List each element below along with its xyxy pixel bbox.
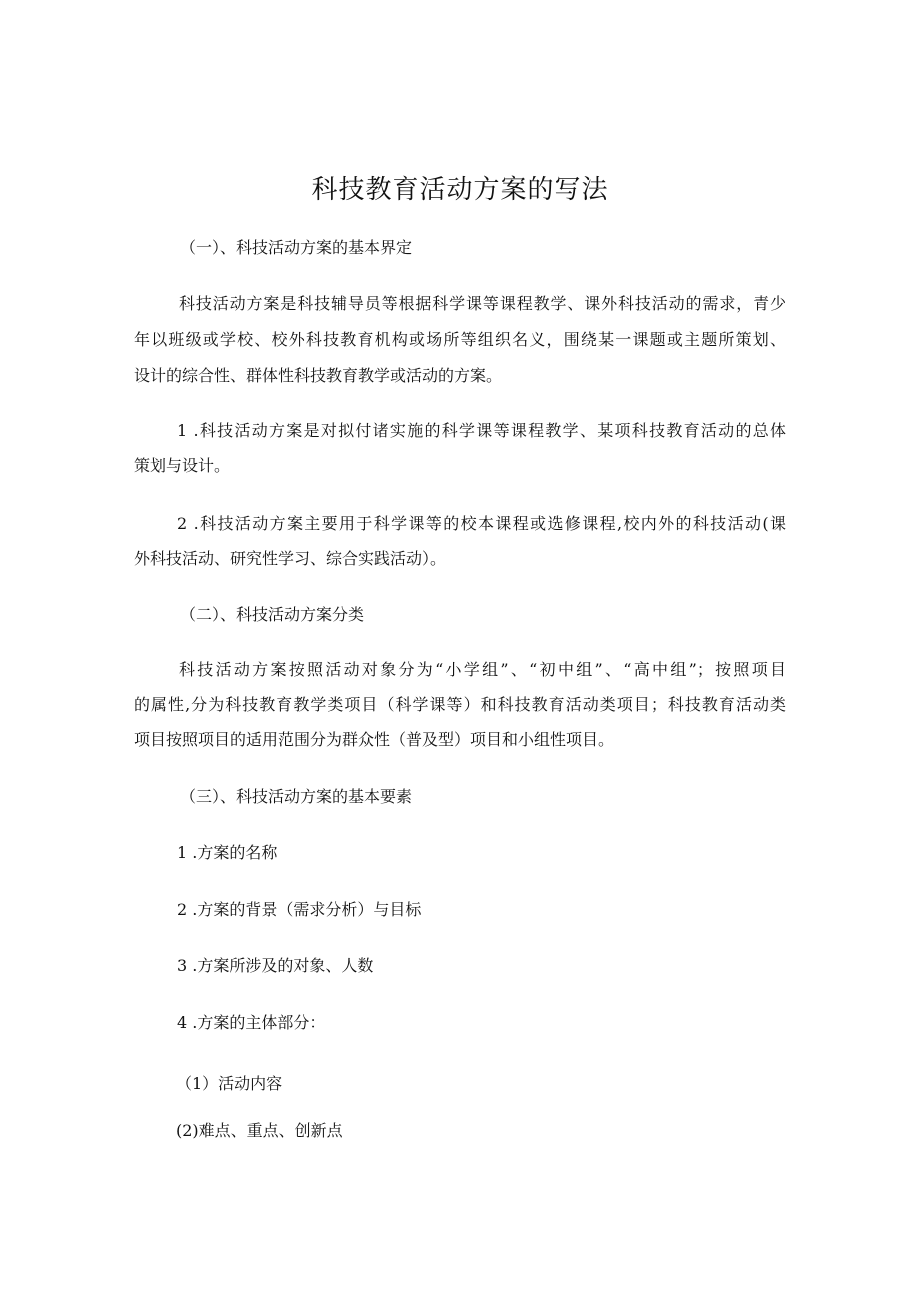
section1-paragraph-line: 科技活动方案是科技辅导员等根据科学课等课程教学、课外科技活动的需求，青少 (179, 294, 786, 313)
section3-item: 2 .方案的背景（需求分析）与目标 (177, 900, 422, 919)
section1-paragraph-line: 设计的综合性、群体性科技教育教学或活动的方案。 (134, 366, 503, 385)
section2-paragraph-line: 科技活动方案按照活动对象分为“小学组”、“初中组”、“高中组”；按照项目 (179, 660, 786, 679)
section2-heading: （二）、科技活动方案分类 (180, 605, 365, 624)
section1-item2-line: 外科技活动、研究性学习、综合实践活动）。 (134, 549, 447, 568)
section1-paragraph-line: 年以班级或学校、校外科技教育机构或场所等组织名义，围绕某一课题或主题所策划、 (134, 330, 786, 349)
section3-item: 4 .方案的主体部分： (177, 1013, 326, 1032)
section3-item: 3 .方案所涉及的对象、人数 (177, 956, 374, 975)
section1-item2-line: 2 .科技活动方案主要用于科学课等的校本课程或选修课程,校内外的科技活动(课 (177, 514, 786, 533)
section3-subitem: （1）活动内容 (176, 1074, 283, 1093)
section1-heading: （一）、科技活动方案的基本界定 (180, 238, 413, 257)
document-title: 科技教育活动方案的写法 (311, 175, 609, 205)
section2-paragraph-line: 的属性,分为科技教育教学类项目（科学课等）和科技教育活动类项目；科技教育活动类 (134, 695, 786, 714)
section3-heading: （三）、科技活动方案的基本要素 (180, 787, 413, 806)
section3-item: 1 .方案的名称 (177, 843, 278, 862)
section3-subitem: (2)难点、重点、创新点 (176, 1121, 343, 1140)
section1-item1-line: 1 .科技活动方案是对拟付诸实施的科学课等课程教学、某项科技教育活动的总体 (177, 421, 786, 440)
section2-paragraph-line: 项目按照项目的适用范围分为群众性（普及型）项目和小组性项目。 (134, 730, 615, 749)
section1-item1-line: 策划与设计。 (134, 456, 231, 475)
